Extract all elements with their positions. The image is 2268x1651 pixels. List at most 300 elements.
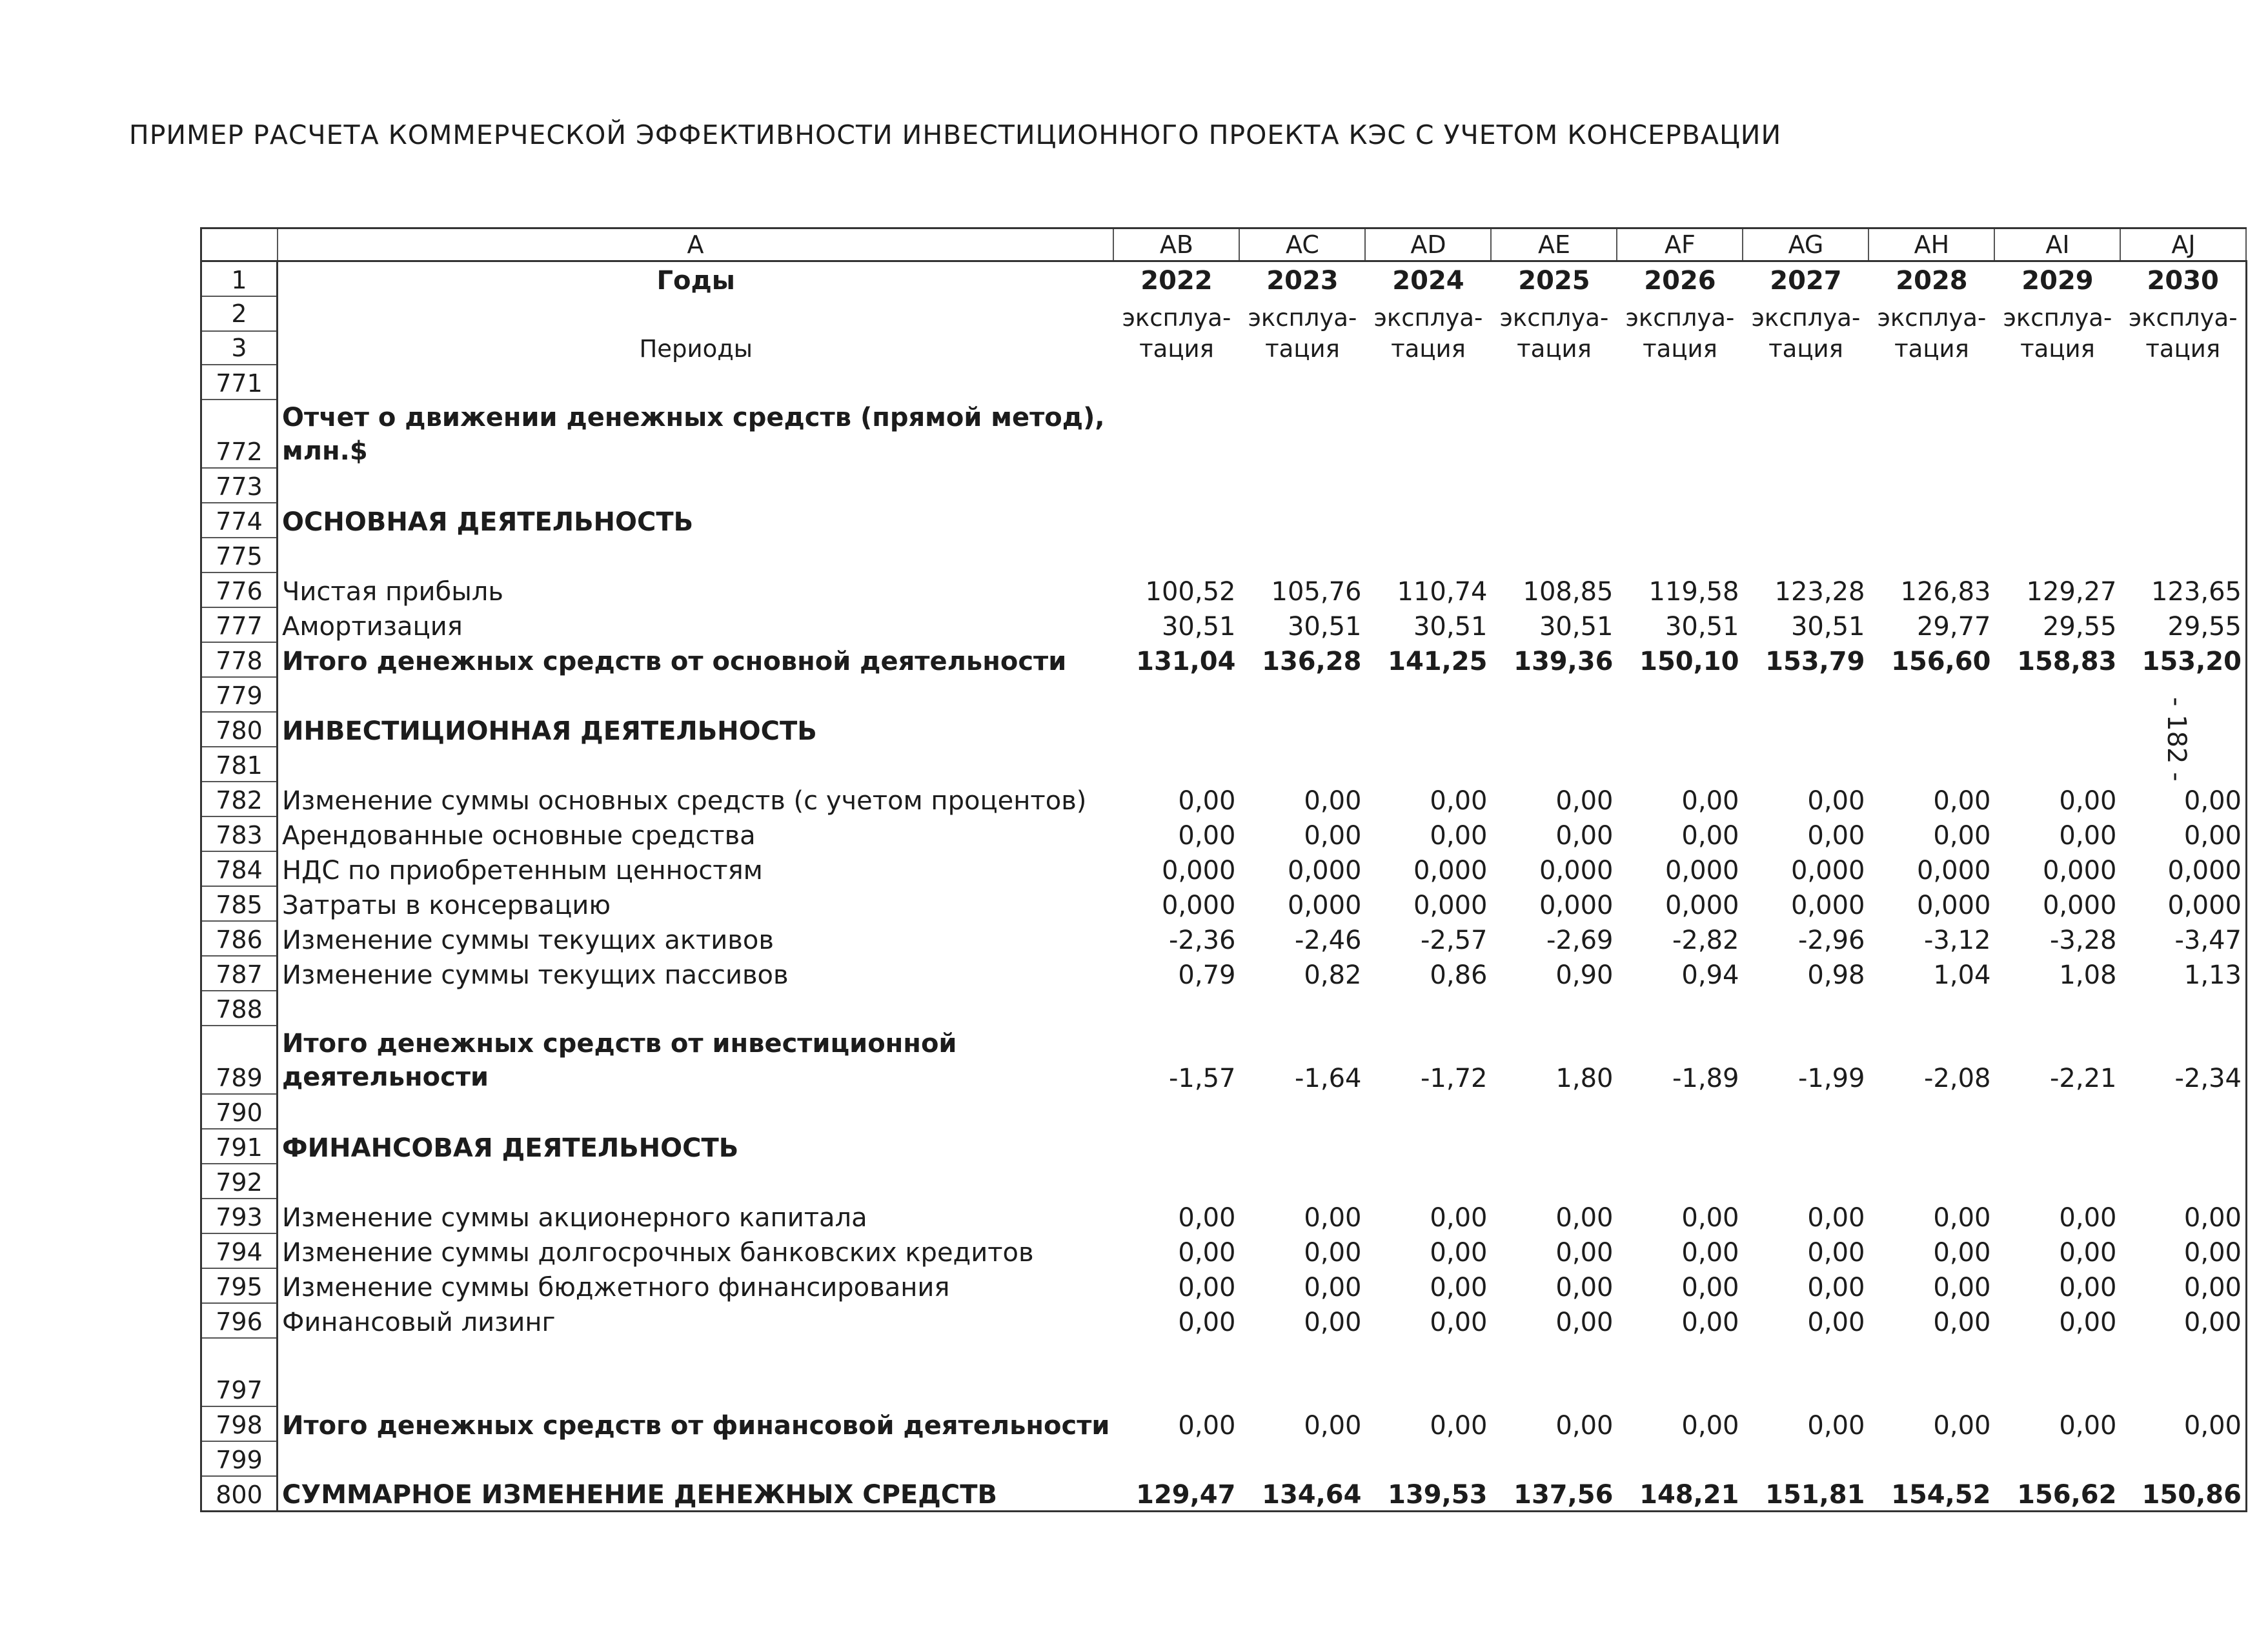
value-cell — [2120, 538, 2246, 572]
row-label: СУММАРНОЕ ИЗМЕНЕНИЕ ДЕНЕЖНЫХ СРЕДСТВ — [278, 1476, 1114, 1512]
value-cell: -1,64 — [1294, 1064, 1362, 1093]
value-cell — [1617, 1164, 1743, 1199]
table-row — [201, 1129, 2247, 1164]
value-cell — [1239, 747, 1365, 782]
value-cell: -2,34 — [2120, 1026, 2246, 1094]
value-cell: 0,00 — [1681, 1308, 1739, 1337]
value-cell — [1743, 365, 1868, 400]
table-row — [201, 1233, 2247, 1268]
value-cell: 0,000 — [2120, 886, 2246, 921]
value-cell: -1,72 — [1420, 1064, 1488, 1093]
value-cell: 29,55 — [2120, 607, 2246, 642]
value-cell: 0,00 — [1933, 1203, 1991, 1233]
value-cell: 1,04 — [1933, 960, 1991, 990]
value-cell: -2,21 — [2049, 1064, 2117, 1093]
value-cell: 0,00 — [1304, 1308, 1362, 1337]
period-line-2: тация — [2145, 335, 2221, 363]
value-cell — [1868, 538, 1994, 572]
value-cell: 0,00 — [1933, 821, 1991, 851]
value-cell — [1743, 1129, 1868, 1164]
value-cell: 0,00 — [1304, 1203, 1362, 1233]
period-cell — [1868, 296, 1994, 365]
value-cell — [1617, 991, 1743, 1026]
value-cell: 0,00 — [1304, 1273, 1362, 1302]
value-cell — [1617, 747, 1743, 782]
table-row — [201, 503, 2247, 538]
period-line-1: эксплуа- — [1248, 304, 1357, 332]
value-cell — [1617, 503, 1743, 538]
value-cell: 137,56 — [1491, 1476, 1617, 1512]
value-cell — [1617, 1129, 1743, 1164]
value-cell: 0,00 — [1178, 1411, 1236, 1441]
value-cell: 0,00 — [1178, 1273, 1236, 1302]
row-number: 799 — [201, 1441, 278, 1476]
value-cell — [1365, 365, 1491, 400]
period-line-2: тация — [1391, 335, 1466, 363]
value-cell: 136,28 — [1262, 647, 1362, 676]
table-row — [201, 572, 2247, 607]
period-line-2: тация — [1139, 335, 1214, 363]
value-cell: -1,57 — [1168, 1064, 1236, 1093]
row-number: 800 — [201, 1476, 278, 1512]
years-label: Годы — [656, 266, 735, 296]
row-number-3: 3 — [231, 334, 247, 362]
value-cell — [1743, 747, 1868, 782]
table-row — [201, 886, 2247, 921]
row-label: Амортизация — [282, 612, 463, 642]
value-cell — [1491, 538, 1617, 572]
value-cell — [1617, 677, 1743, 712]
value-cell: 0,00 — [1178, 1308, 1236, 1337]
value-cell: 0,00 — [1807, 1273, 1865, 1302]
value-cell — [1994, 538, 2120, 572]
period-cell — [1743, 296, 1868, 365]
value-cell — [1239, 991, 1365, 1026]
value-cell — [1868, 365, 1994, 400]
row-number: 791 — [201, 1129, 278, 1164]
value-cell: 0,000 — [1790, 856, 1865, 886]
value-cell: 0,000 — [1413, 891, 1488, 920]
period-line-1: эксплуа- — [1877, 304, 1987, 332]
row-number: 776 — [201, 572, 278, 607]
value-cell — [1365, 677, 1491, 712]
value-cell — [1113, 677, 1239, 712]
value-cell: 108,85 — [1523, 577, 1614, 607]
value-cell — [2120, 747, 2246, 782]
value-cell: 0,000 — [1287, 856, 1362, 886]
value-cell: 0,00 — [1430, 786, 1488, 816]
value-cell: 129,27 — [2026, 577, 2117, 607]
value-cell: -3,47 — [2120, 921, 2246, 956]
row-label — [278, 991, 1114, 1026]
value-cell — [1365, 1164, 1491, 1199]
value-cell: 29,77 — [1916, 612, 1991, 642]
value-cell — [1994, 712, 2120, 747]
value-cell — [1617, 400, 1743, 468]
value-cell: 0,00 — [2120, 782, 2246, 816]
column-header-aj: AJ — [2120, 228, 2246, 261]
row-label — [278, 538, 1114, 572]
value-cell — [1365, 1129, 1491, 1164]
value-cell: 0,86 — [1430, 960, 1488, 990]
row-label: Изменение суммы долгосрочных банковских кредитов — [282, 1238, 1034, 1268]
row-label — [278, 1441, 1114, 1476]
row-label — [278, 468, 1114, 503]
value-cell — [1868, 1338, 1994, 1406]
value-cell: 0,00 — [2120, 1303, 2246, 1338]
value-cell: 30,51 — [1161, 612, 1236, 642]
value-cell — [1868, 1094, 1994, 1129]
row-number: 794 — [201, 1233, 278, 1268]
periods-label: Периоды — [639, 335, 753, 363]
value-cell: 0,00 — [1807, 786, 1865, 816]
value-cell — [2120, 1441, 2246, 1476]
value-cell — [1365, 1094, 1491, 1129]
value-cell — [1868, 1129, 1994, 1164]
row-number: 787 — [201, 956, 278, 991]
value-cell: 0,00 — [1681, 1238, 1739, 1268]
value-cell: 0,94 — [1681, 960, 1739, 990]
table-row — [201, 816, 2247, 851]
row-number: 798 — [201, 1406, 278, 1441]
value-cell — [1113, 1164, 1239, 1199]
table-row — [201, 538, 2247, 572]
row-label — [278, 747, 1114, 782]
value-cell: 0,90 — [1555, 960, 1614, 990]
years-row — [201, 261, 2247, 297]
period-line-1: эксплуа- — [1373, 304, 1483, 332]
value-cell: 150,86 — [2120, 1476, 2246, 1512]
year-cell: 2022 — [1140, 266, 1213, 296]
value-cell — [1617, 712, 1743, 747]
column-header-ab: AB — [1113, 228, 1239, 261]
value-cell — [2120, 677, 2246, 712]
value-cell: -2,08 — [1923, 1064, 1991, 1093]
row-number: 786 — [201, 921, 278, 956]
year-cell: 2027 — [1770, 266, 1842, 296]
value-cell — [1743, 1441, 1868, 1476]
value-cell: 0,00 — [1933, 1238, 1991, 1268]
value-cell — [2120, 991, 2246, 1026]
value-cell: 0,000 — [1287, 891, 1362, 920]
row-number: 775 — [201, 538, 278, 572]
value-cell: 0,00 — [1430, 1273, 1488, 1302]
value-cell — [1868, 677, 1994, 712]
value-cell: 1,13 — [2120, 956, 2246, 991]
page-title: ПРИМЕР РАСЧЕТА КОММЕРЧЕСКОЙ ЭФФЕКТИВНОСТИ ИНВЕСТИЦИОННОГО ПРОЕКТА КЭС С УЧЕТОМ КОНСЕРВАЦИИ — [128, 119, 1782, 150]
value-cell — [2120, 365, 2246, 400]
value-cell: 0,00 — [1681, 1411, 1739, 1441]
value-cell: 0,00 — [2120, 1233, 2246, 1268]
value-cell: 0,000 — [1413, 856, 1488, 886]
value-cell: 0,000 — [1161, 891, 1236, 920]
value-cell — [1868, 400, 1994, 468]
period-cell — [1365, 296, 1491, 365]
row-label: Итого денежных средств от основной деятельности — [282, 647, 1067, 676]
value-cell — [1491, 365, 1617, 400]
value-cell — [2120, 1164, 2246, 1199]
table-row — [201, 991, 2247, 1026]
value-cell: 0,000 — [1161, 856, 1236, 886]
value-cell: 154,52 — [1868, 1476, 1994, 1512]
column-header-ae: AE — [1491, 228, 1617, 261]
row-label: ИНВЕСТИЦИОННАЯ ДЕЯТЕЛЬНОСТЬ — [282, 716, 817, 746]
value-cell: 0,00 — [1430, 1203, 1488, 1233]
value-cell: 0,00 — [1304, 786, 1362, 816]
row-number: 788 — [201, 991, 278, 1026]
value-cell — [1239, 468, 1365, 503]
value-cell — [1994, 1129, 2120, 1164]
year-cell: 2030 — [2120, 261, 2246, 297]
value-cell — [1868, 991, 1994, 1026]
value-cell: 134,64 — [1239, 1476, 1365, 1512]
value-cell — [1239, 1094, 1365, 1129]
value-cell: 0,00 — [1681, 1273, 1739, 1302]
row-number: 784 — [201, 851, 278, 886]
value-cell — [1239, 365, 1365, 400]
value-cell — [1239, 1129, 1365, 1164]
row-label: Изменение суммы текущих активов — [282, 926, 774, 955]
value-cell — [1868, 1164, 1994, 1199]
value-cell — [1743, 538, 1868, 572]
value-cell: 110,74 — [1397, 577, 1488, 607]
period-line-1: эксплуа- — [1625, 304, 1735, 332]
value-cell: 105,76 — [1271, 577, 1362, 607]
value-cell: 0,00 — [1681, 1203, 1739, 1233]
value-cell: 0,00 — [1430, 821, 1488, 851]
value-cell: 0,82 — [1304, 960, 1362, 990]
value-cell — [1994, 991, 2120, 1026]
value-cell: 0,00 — [1178, 1238, 1236, 1268]
value-cell — [1743, 503, 1868, 538]
value-cell: 30,51 — [1539, 612, 1614, 642]
value-cell — [1491, 991, 1617, 1026]
value-cell — [1994, 400, 2120, 468]
table-row — [201, 642, 2247, 677]
value-cell: -2,46 — [1294, 926, 1362, 955]
column-header-a: A — [278, 228, 1114, 261]
value-cell: 0,00 — [2120, 1199, 2246, 1233]
value-cell — [1617, 468, 1743, 503]
row-label: Отчет о движении денежных средств (прямой метод), млн.$ — [282, 403, 1105, 466]
table-row — [201, 956, 2247, 991]
value-cell — [1617, 538, 1743, 572]
row-label: ОСНОВНАЯ ДЕЯТЕЛЬНОСТЬ — [282, 507, 694, 537]
row-label — [278, 677, 1114, 712]
period-line-1: эксплуа- — [2128, 304, 2238, 332]
value-cell: 126,83 — [1900, 577, 1991, 607]
value-cell: -1,89 — [1672, 1064, 1739, 1093]
value-cell — [1113, 991, 1239, 1026]
value-cell: 30,51 — [1413, 612, 1488, 642]
value-cell — [1743, 677, 1868, 712]
value-cell — [2120, 503, 2246, 538]
value-cell — [2120, 1338, 2246, 1406]
value-cell: 0,000 — [2042, 856, 2117, 886]
value-cell — [1491, 1094, 1617, 1129]
value-cell: 0,00 — [1807, 1308, 1865, 1337]
value-cell — [1994, 747, 2120, 782]
value-cell: 0,98 — [1807, 960, 1865, 990]
value-cell: 0,000 — [1665, 856, 1739, 886]
value-cell: 0,00 — [2120, 816, 2246, 851]
value-cell: 0,00 — [1807, 821, 1865, 851]
table-row — [201, 1094, 2247, 1129]
value-cell: 156,60 — [1891, 647, 1991, 676]
value-cell — [1239, 538, 1365, 572]
year-cell: 2026 — [1644, 266, 1716, 296]
row-number: 792 — [201, 1164, 278, 1199]
value-cell — [2120, 1094, 2246, 1129]
value-cell: -2,82 — [1672, 926, 1739, 955]
value-cell: 0,00 — [1555, 1273, 1614, 1302]
value-cell: 0,00 — [1807, 1238, 1865, 1268]
value-cell — [1491, 468, 1617, 503]
row-number: 778 — [201, 642, 278, 677]
value-cell — [2120, 1129, 2246, 1164]
value-cell — [1743, 400, 1868, 468]
value-cell: 0,00 — [1430, 1308, 1488, 1337]
value-cell: 141,25 — [1388, 647, 1488, 676]
row-label — [278, 365, 1114, 400]
value-cell: 153,20 — [2120, 642, 2246, 677]
table-row — [201, 677, 2247, 712]
value-cell: 100,52 — [1145, 577, 1236, 607]
table-row — [201, 400, 2247, 468]
page-number: - 182 - — [2162, 697, 2191, 782]
value-cell — [1743, 1338, 1868, 1406]
period-line-2: тация — [2020, 335, 2095, 363]
period-cell — [1113, 296, 1239, 365]
table-row — [201, 747, 2247, 782]
value-cell — [1239, 677, 1365, 712]
value-cell: 0,00 — [2059, 1203, 2117, 1233]
value-cell — [1994, 503, 2120, 538]
value-cell: 0,00 — [2120, 1406, 2246, 1441]
value-cell — [1491, 400, 1617, 468]
row-label: Изменение суммы бюджетного финансирования — [282, 1273, 950, 1302]
value-cell — [1491, 1338, 1617, 1406]
value-cell: 0,00 — [1304, 821, 1362, 851]
corner-cell — [201, 228, 278, 261]
value-cell: 0,00 — [2059, 821, 2117, 851]
value-cell: 156,62 — [1994, 1476, 2120, 1512]
row-number-2: 2 — [202, 297, 276, 332]
row-label: Финансовый лизинг — [282, 1308, 556, 1337]
value-cell: 0,000 — [1539, 856, 1614, 886]
value-cell — [1617, 1338, 1743, 1406]
value-cell — [1491, 503, 1617, 538]
sheet-body — [201, 228, 2247, 1512]
table-row — [201, 782, 2247, 816]
value-cell: 0,00 — [1681, 821, 1739, 851]
column-header-ah: AH — [1868, 228, 1994, 261]
value-cell: 0,00 — [1555, 1308, 1614, 1337]
value-cell: 0,00 — [1555, 786, 1614, 816]
value-cell — [1743, 1094, 1868, 1129]
value-cell — [1491, 747, 1617, 782]
row-number: 795 — [201, 1268, 278, 1303]
period-cell — [1617, 296, 1743, 365]
value-cell: 0,000 — [1916, 856, 1991, 886]
value-cell: 131,04 — [1136, 647, 1236, 676]
period-cell — [2120, 296, 2246, 365]
value-cell — [1239, 1441, 1365, 1476]
value-cell — [2120, 468, 2246, 503]
period-line-1: эксплуа- — [1499, 304, 1609, 332]
value-cell — [1113, 1129, 1239, 1164]
table-row — [201, 1026, 2247, 1094]
value-cell — [1994, 1441, 2120, 1476]
value-cell: 0,000 — [2042, 891, 2117, 920]
period-cell — [1239, 296, 1365, 365]
row-number: 789 — [201, 1026, 278, 1094]
value-cell: 0,000 — [2120, 851, 2246, 886]
value-cell: 29,55 — [2042, 612, 2117, 642]
period-line-2: тация — [1517, 335, 1592, 363]
column-letter-row — [201, 228, 2247, 261]
value-cell — [1617, 365, 1743, 400]
value-cell: 0,00 — [1807, 1203, 1865, 1233]
value-cell — [1994, 1338, 2120, 1406]
row-number: 796 — [201, 1303, 278, 1338]
column-header-ag: AG — [1743, 228, 1868, 261]
value-cell: 0,000 — [1539, 891, 1614, 920]
table-row — [201, 1303, 2247, 1338]
row-label: Изменение суммы акционерного капитала — [282, 1203, 867, 1233]
value-cell — [1743, 712, 1868, 747]
row-label: Итого денежных средств от финансовой деятельности — [282, 1411, 1110, 1441]
table-row — [201, 712, 2247, 747]
value-cell: 0,00 — [1933, 1273, 1991, 1302]
period-cell — [1994, 296, 2120, 365]
column-header-ai: AI — [1994, 228, 2120, 261]
value-cell — [1365, 400, 1491, 468]
table-row — [201, 607, 2247, 642]
value-cell — [1994, 677, 2120, 712]
value-cell — [1113, 538, 1239, 572]
value-cell: -2,57 — [1420, 926, 1488, 955]
value-cell: 158,83 — [2017, 647, 2117, 676]
value-cell — [1365, 468, 1491, 503]
period-line-2: тация — [1643, 335, 1717, 363]
value-cell — [1365, 712, 1491, 747]
value-cell: 0,00 — [1178, 1203, 1236, 1233]
value-cell — [1743, 991, 1868, 1026]
table-row — [201, 851, 2247, 886]
column-header-ad: AD — [1365, 228, 1491, 261]
value-cell: 0,00 — [1430, 1238, 1488, 1268]
year-cell: 2025 — [1518, 266, 1590, 296]
value-cell — [1491, 1164, 1617, 1199]
row-number: 797 — [201, 1338, 278, 1406]
value-cell — [1239, 503, 1365, 538]
value-cell: 123,28 — [1774, 577, 1865, 607]
row-number: 782 — [201, 782, 278, 816]
value-cell: -2,96 — [1797, 926, 1865, 955]
year-cell: 2023 — [1266, 266, 1339, 296]
value-cell: 1,80 — [1555, 1064, 1614, 1093]
value-cell: 0,00 — [2120, 1268, 2246, 1303]
value-cell: -2,69 — [1546, 926, 1614, 955]
value-cell — [1994, 468, 2120, 503]
value-cell: 0,00 — [1555, 1203, 1614, 1233]
value-cell: 0,00 — [1430, 1411, 1488, 1441]
value-cell: 0,00 — [2059, 1308, 2117, 1337]
value-cell — [1365, 991, 1491, 1026]
value-cell: 151,81 — [1743, 1476, 1868, 1512]
value-cell — [1743, 1164, 1868, 1199]
